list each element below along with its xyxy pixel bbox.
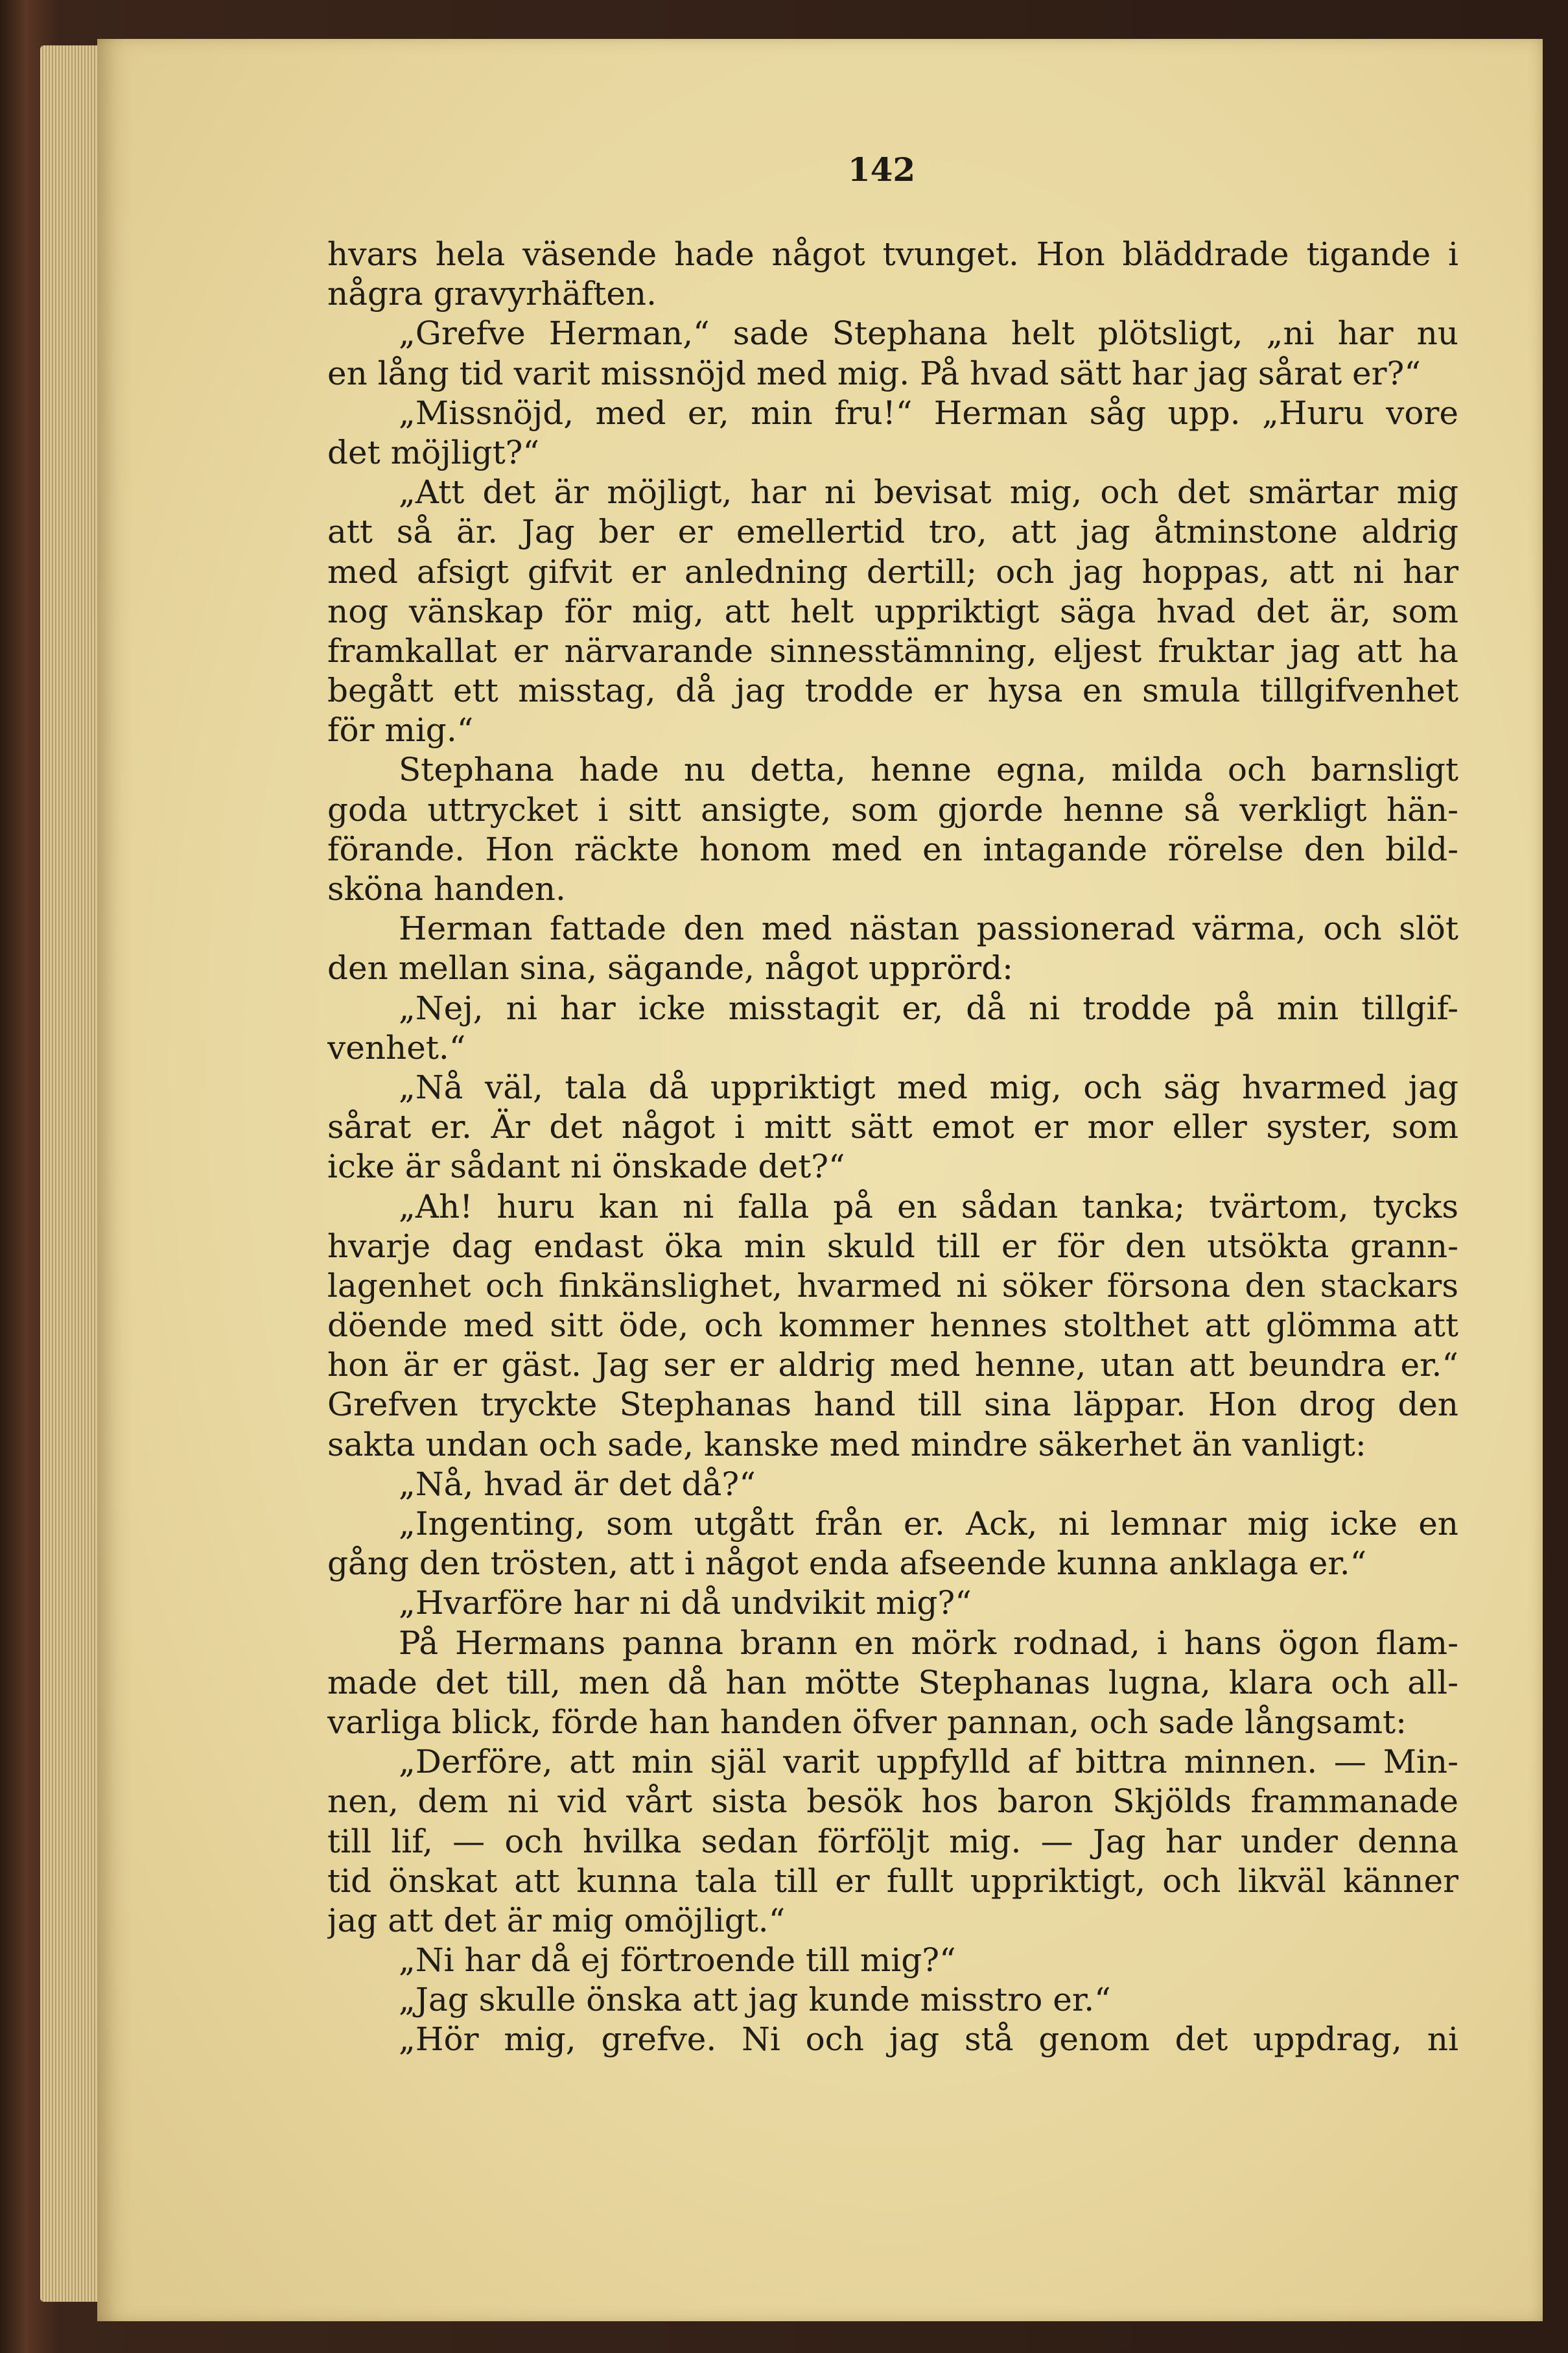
- body-text: [327, 235, 1458, 2060]
- text-line: nog vänskap för mig, att helt uppriktigt säga hvad det är, som: [327, 592, 1458, 630]
- text-line: förande. Hon räckte honom med en intagande rörelse den bild-: [327, 830, 1458, 868]
- text-line: Stephana hade nu detta, henne egna, milda och barnsligt: [399, 751, 1458, 789]
- text-line: hon är er gäst. Jag ser er aldrig med henne, utan att beundra er.“: [327, 1346, 1458, 1384]
- text-line: Herman fattade den med nästan passionerad värma, och slöt: [399, 910, 1458, 948]
- text-line: sårat er. Är det något i mitt sätt emot er mor eller syster, som: [327, 1108, 1458, 1146]
- text-line: det möjligt?“: [327, 433, 540, 471]
- page-number: 142: [847, 150, 916, 189]
- text-line: „Missnöjd, med er, min fru!“ Herman såg upp. „Huru vore: [399, 394, 1458, 432]
- text-line: hvars hela väsende hade något tvunget. Hon bläddrade tigande i: [327, 235, 1458, 273]
- text-line: „Ingenting, som utgått från er. Ack, ni lemnar mig icke en: [399, 1505, 1458, 1543]
- text-line: icke är sådant ni önskade det?“: [327, 1148, 845, 1186]
- text-line: varliga blick, förde han handen öfver pannan, och sade långsamt:: [327, 1703, 1407, 1741]
- text-line: „Ah! huru kan ni falla på en sådan tanka; tvärtom, tycks: [399, 1187, 1458, 1225]
- text-line: lagenhet och finkänslighet, hvarmed ni söker försona den stackars: [327, 1266, 1458, 1305]
- text-line: döende med sitt öde, och kommer hennes stolthet att glömma att: [327, 1307, 1458, 1345]
- text-line: „Att det är möjligt, har ni bevisat mig, och det smärtar mig: [399, 473, 1458, 512]
- text-line: „Nå, hvad är det då?“: [399, 1465, 756, 1503]
- text-line: „Nej, ni har icke misstagit er, då ni trodde på min tillgif-: [399, 989, 1458, 1027]
- text-line: „Ni har då ej förtroende till mig?“: [399, 1941, 956, 1980]
- text-line: med afsigt gifvit er anledning dertill; och jag hoppas, att ni har: [327, 552, 1458, 591]
- text-line: för mig.“: [327, 711, 474, 750]
- text-line: nen, dem ni vid vårt sista besök hos baron Skjölds frammanade: [327, 1782, 1458, 1821]
- text-line: „Jag skulle önska att jag kunde misstro er.“: [399, 1981, 1111, 2019]
- text-line: att så är. Jag ber er emellertid tro, att jag åtminstone aldrig: [327, 513, 1458, 551]
- text-line: „Grefve Herman,“ sade Stephana helt plötsligt, „ni har nu: [399, 314, 1458, 353]
- text-line: framkallat er närvarande sinnesstämning, eljest fruktar jag att ha: [327, 632, 1458, 670]
- text-line: „Hvarföre har ni då undvikit mig?“: [399, 1584, 972, 1622]
- text-line: jag att det är mig omöjligt.“: [327, 1901, 786, 1939]
- text-line: made det till, men då han mötte Stephanas lugna, klara och all-: [327, 1663, 1458, 1701]
- text-line: den mellan sina, sägande, något upprörd:: [327, 949, 1013, 987]
- text-line: venhet.“: [327, 1028, 466, 1067]
- text-line: begått ett misstag, då jag trodde er hysa en smula tillgifvenhet: [327, 672, 1458, 710]
- text-line: gång den trösten, att i något enda afseende kunna anklaga er.“: [327, 1544, 1367, 1583]
- text-line: sakta undan och sade, kanske med mindre säkerhet än vanligt:: [327, 1425, 1366, 1463]
- text-line: några gravyrhäften.: [327, 275, 657, 313]
- text-line: Grefven tryckte Stephanas hand till sina läppar. Hon drog den: [327, 1386, 1458, 1424]
- text-line: en lång tid varit missnöjd med mig. På hvad sätt har jag sårat er?“: [327, 354, 1421, 392]
- text-line: På Hermans panna brann en mörk rodnad, i hans ögon flam-: [399, 1624, 1458, 1662]
- text-line: „Hör mig, grefve. Ni och jag stå genom det uppdrag, ni: [399, 2020, 1458, 2059]
- text-line: hvarje dag endast öka min skuld till er för den utsökta grann-: [327, 1227, 1458, 1265]
- text-line: „Derföre, att min själ varit uppfylld af bittra minnen. — Min-: [399, 1743, 1458, 1781]
- text-line: sköna handen.: [327, 870, 566, 908]
- text-line: tid önskat att kunna tala till er fullt uppriktigt, och likväl känner: [327, 1862, 1458, 1900]
- text-line: till lif, — och hvilka sedan förföljt mig. — Jag har under denna: [327, 1822, 1458, 1860]
- text-line: goda uttrycket i sitt ansigte, som gjorde henne så verkligt hän-: [327, 790, 1458, 829]
- text-line: „Nå väl, tala då uppriktigt med mig, och säg hvarmed jag: [399, 1068, 1458, 1106]
